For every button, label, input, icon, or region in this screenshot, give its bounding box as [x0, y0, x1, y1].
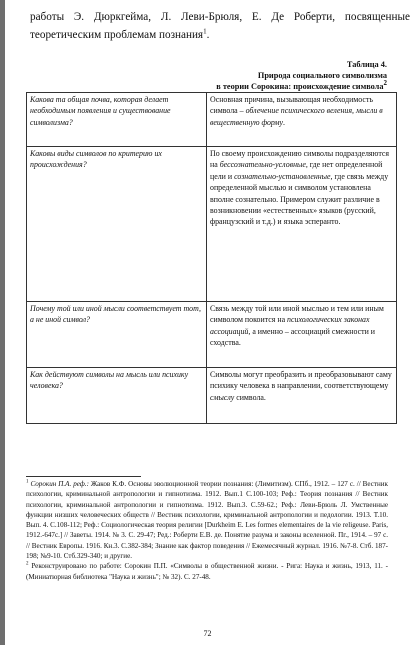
answer-text: Связь между той или иной мыслью и тем или иным символом покоится на [210, 304, 384, 325]
footnote-mark: 1 [26, 479, 29, 485]
answer-emphasis: облечение психического веления, мысли в вещественную форму [210, 106, 383, 127]
intro-end: . [206, 28, 210, 41]
intro-text: работы Э. Дюркгейма, Л. Леви-Брюля, Е. Де Роберти, посвященные теоретическим проблемам познания [30, 11, 410, 41]
table-row [27, 147, 397, 302]
footnote-divider [26, 476, 141, 477]
table-title-text: в теории Сорокина: происхождение символа [216, 82, 384, 91]
question-cell: Как действуют символы на мысль или психику человека? [27, 368, 207, 424]
footnote-text: Реконструировано по работе: Сорокин П.П. «Символы в общественной жизни. - Рига: Наука и жизнь, 1913, 11. - (Миниатюрная библиотека "Наука и жизнь"; № 32). С. 27-48. [26, 562, 388, 581]
symbolism-table [26, 92, 397, 424]
answer-text: , где нет определенной цели и [210, 160, 383, 181]
answer-text: символа. [234, 392, 266, 402]
question-cell: Какова та общая почва, которая делает необходимым появления и существование символизма? [27, 93, 207, 147]
table-row [27, 368, 397, 424]
answer-text: , а именно – ассоциаций смежности и сходства. [210, 326, 376, 348]
question-cell: Каковы виды символов по критерию их происхождения? [27, 147, 207, 302]
answer-cell [207, 368, 397, 424]
answer-text: Символы могут преобразить и преобразовывают саму психику человека в направлении, соответствующему [210, 370, 392, 391]
answer-cell [207, 302, 397, 368]
answer-emphasis: сознательно-установленные [234, 171, 331, 181]
table-row [27, 93, 397, 147]
footnote [26, 561, 388, 582]
answer-emphasis: бессознательно-условные [219, 160, 306, 170]
footnote-mark: 2 [26, 562, 29, 568]
answer-cell [207, 147, 397, 302]
footnotes [26, 479, 388, 582]
question-cell: Почему той или иной мысли соответствует тот, а не иной символ? [27, 302, 207, 368]
intro-paragraph [30, 9, 410, 44]
table-row [27, 302, 397, 368]
scrollbar[interactable] [0, 0, 5, 645]
answer-text: Основная причина, вызывающая необходимость символа – [210, 95, 373, 116]
page-number: 72 [203, 629, 212, 638]
footnote [26, 479, 388, 561]
answer-emphasis: смыслу [210, 392, 235, 402]
table-caption [100, 59, 387, 92]
answer-text: . [283, 117, 285, 127]
footnote-text: Жаков К.Ф. Основы эволюционной теории познания: (Лимитизм). СПб., 1912. – 127 с. // Вестник психологии, криминальной антропологии и гипнотизма. 1912. Вып.1 С.100-103; Реф.: Теория познания // Вестник психологии, криминальной антропологии и гипнотизма. 1912. Вып.3. С.59-62.; Реф.: Леви-Брюль Л. Умственные функции низших человеческих обществ // Вестник психологии, криминальной антропологии и педологии. 1913. Т.10. Вып. 4. С.108-112; Реф.: Социологическая теория религии [Durkheim E. Les formes elementaires de la vie religeuse. Paris, 1912.-647c.] // Заветы. 1914. № 3. С. 29-47; Ред.: Роберти Е.В. де. Понятие разума и законы вселенной. Пг., 1914. – 97 с. // Вестник Европы. 1916. Кн.3. С.382-384; Знание как фактор поведения // Ежемесячный журнал. 1916. №7-8. Стб. 187-198; №9-10. Стб.329-340; и другие. [26, 480, 388, 561]
table-title-line2 [100, 81, 387, 92]
footnote-ref[interactable]: 1 [203, 26, 207, 35]
footnote-ref[interactable]: 2 [383, 79, 387, 88]
answer-cell [207, 93, 397, 147]
answer-text: По своему происхождению символы подразделяются на [210, 149, 390, 170]
table-number: Таблица 4. [346, 60, 387, 69]
answer-emphasis: психологических законах ассоциаций [210, 315, 370, 336]
table-title-line1: Природа социального символизма [257, 71, 387, 80]
answer-text: , где связь между определенной мыслью и символом установлена вполне сознательно. Примером служит различие в возникновении «естественных» языков (русский, французский и т.д.) и языка эсперанто. [210, 171, 389, 227]
footnote-lead: Сорокин П.А. реф.: [30, 480, 89, 488]
